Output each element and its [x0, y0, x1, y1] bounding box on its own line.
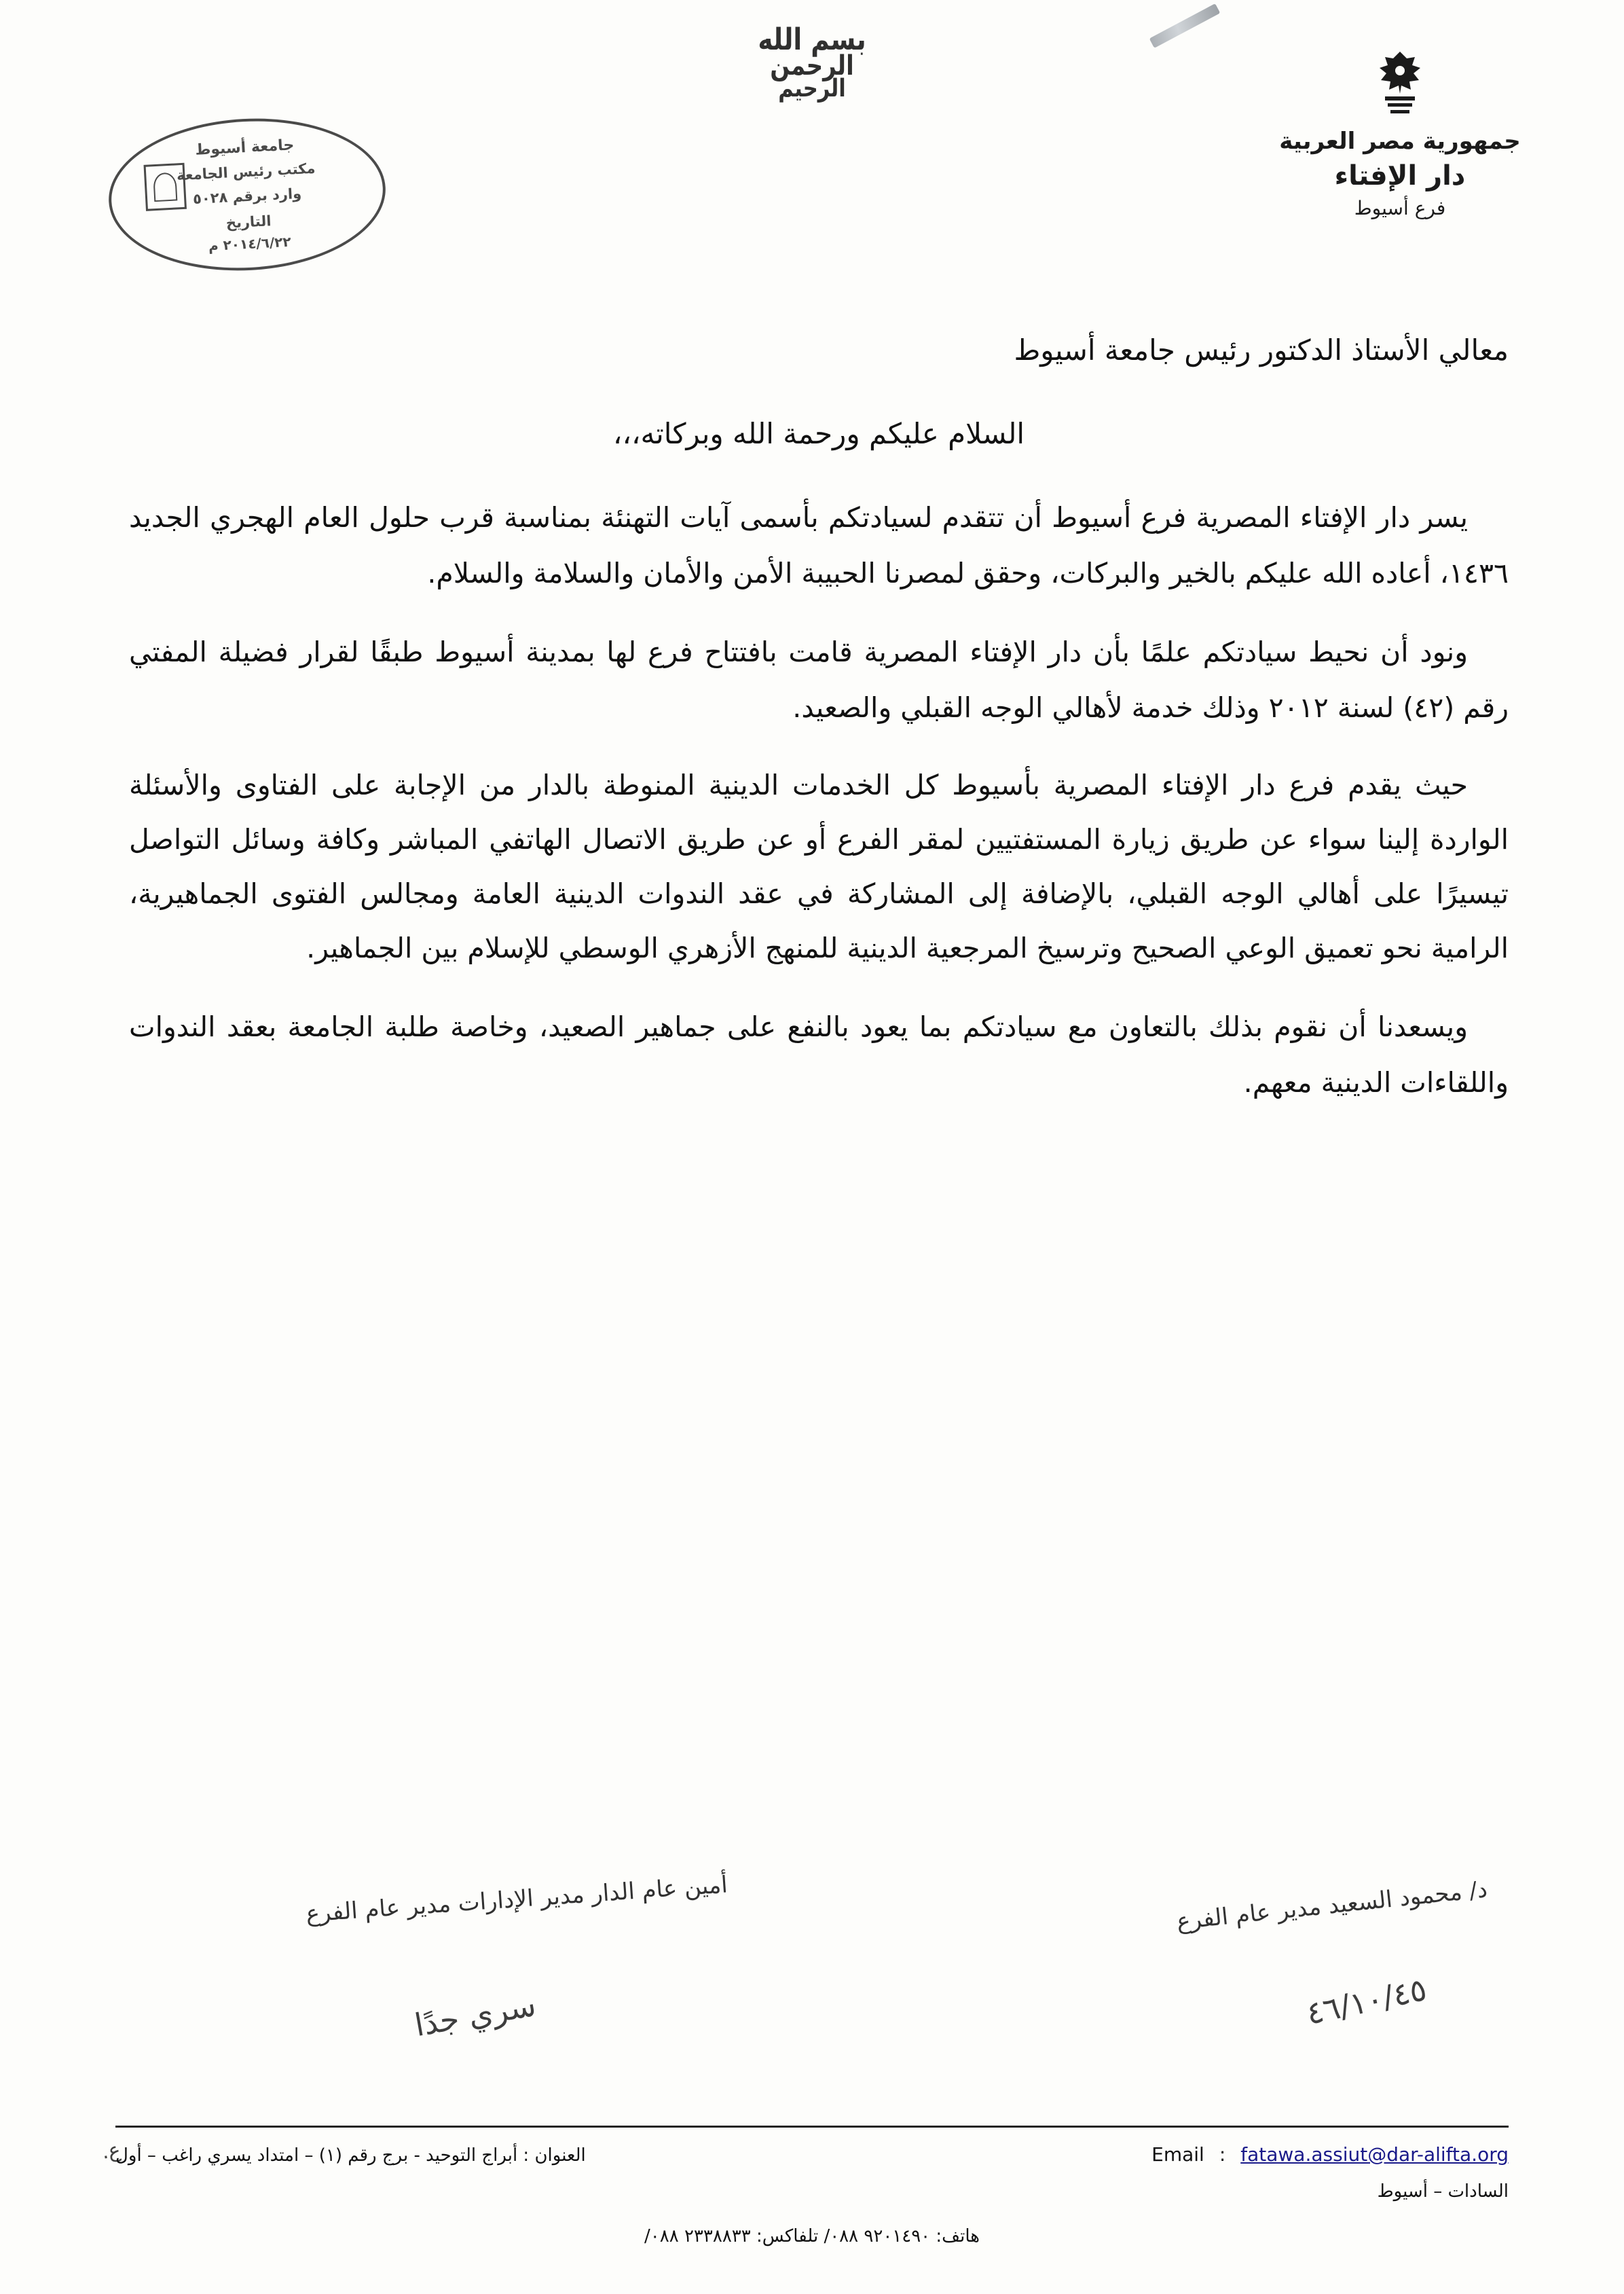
basmala-line-3: الرحيم — [778, 75, 846, 103]
stamp-line-3: وارد برقم ٥٠٢٨ — [192, 185, 302, 208]
basmala-line-2: الرحمن — [770, 50, 854, 82]
org-branch: فرع أسيوط — [1354, 197, 1446, 219]
footer-address-line-2: السادات – أسيوط — [1377, 2181, 1509, 2202]
footer-divider — [115, 2126, 1509, 2128]
letter-paragraph-3: حيث يقدم فرع دار الإفتاء المصرية بأسيوط كل الخدمات الدينية المنوطة بالدار من الإجابة على الفتاوى والأسئلة الواردة إلينا سواء عن طريق زيارة المستفتيين لمقر الفرع أو عن طريق الاتصال الهاتفي المباشر وكافة وسائل التواصل تيسيرًا على أهالي الوجه القبلي، بالإضافة إلى المشاركة في عقد الندوات الدينية العامة ومجالس الفتوى الجماهيرية، الرامية نحو تعميق الوعي الصحيح وترسيخ المرجعية الدينية للمنهج الأزهري الوسطي للإسلام بين الجماهير. — [129, 768, 1509, 964]
footer — [115, 2136, 1509, 2253]
letter-body — [129, 326, 1509, 1133]
university-received-stamp — [105, 111, 389, 277]
letter-greeting: السلام عليكم ورحمة الله وبركاته،،، — [612, 417, 1025, 451]
stamp-line-5: ٢٠١٤/٦/٢٢ م — [208, 233, 292, 255]
letter-paragraph-2: ونود أن نحيط سيادتكم علمًا بأن دار الإفتاء المصرية قامت بافتتاح فرع لها بمدينة أسيوط طبقًا لقرار فضيلة المفتي رقم (٤٢) لسنة ٢٠١٢ وذلك خدمة لأهالي الوجه القبلي والصعيد. — [129, 635, 1509, 724]
footer-email[interactable] — [1151, 2136, 1509, 2172]
pen-smudge-mark — [1149, 3, 1221, 48]
org-entity: دار الإفتاء — [1334, 160, 1466, 192]
org-country: جمهورية مصر العربية — [1279, 128, 1521, 155]
letter-salutation: معالي الأستاذ الدكتور رئيس جامعة أسيوط — [1014, 333, 1509, 367]
eagle-emblem-icon — [1367, 48, 1433, 122]
basmala-line-1: بسم الله — [758, 22, 866, 57]
email-separator: : — [1219, 2143, 1226, 2166]
stamp-line-2: مكتب رئيس الجامعة — [176, 160, 316, 184]
organization-block — [1257, 48, 1543, 219]
handwritten-note-right: ٤٦/١٠/٤٥ — [1303, 1970, 1430, 2033]
letter-paragraph-1: يسر دار الإفتاء المصرية فرع أسيوط أن تتقدم لسيادتكم بأسمى آيات التهنئة بمناسبة قرب حلول العام الهجري الجديد ١٤٣٦، أعاده الله عليكم بالخير والبركات، وحقق لمصرنا الحبيبة الأمن والأمان والسلامة والسلام. — [129, 500, 1509, 589]
footer-address-line-1: العنوان : أبراج التوحيد - برج رقم (١) – امتداد يسري راغب – أول — [115, 2145, 586, 2166]
signature-left: أمين عام الدار مدير الإدارات مدير عام الفرع — [305, 1871, 728, 1928]
footer-phones: هاتف: ٩٢٠١٤٩٠ ٠٨٨/ تلفاكس: ٢٣٣٨٨٣٣ ٠٨٨/ — [644, 2225, 980, 2246]
stamp-line-4: التاريخ — [225, 213, 272, 232]
signature-right: د/ محمود السعيد مدير عام الفرع — [1175, 1876, 1489, 1935]
margin-mark: ع. — [100, 2138, 122, 2164]
signature-area — [129, 1871, 1509, 2098]
email-label: Email — [1151, 2143, 1204, 2166]
basmala-calligraphy — [710, 24, 914, 102]
handwritten-note-left: سري جدًا — [411, 1986, 539, 2044]
email-link[interactable]: fatawa.assiut@dar-alifta.org — [1240, 2143, 1509, 2166]
letterhead — [0, 0, 1624, 319]
stamp-line-1: جامعة أسيوط — [194, 136, 295, 159]
letter-paragraph-4: ويسعدنا أن نقوم بذلك بالتعاون مع سيادتكم بما يعود بالنفع على جماهير الصعيد، وخاصة طلبة الجامعة بعقد الندوات واللقاءات الدينية معهم. — [129, 1010, 1509, 1099]
